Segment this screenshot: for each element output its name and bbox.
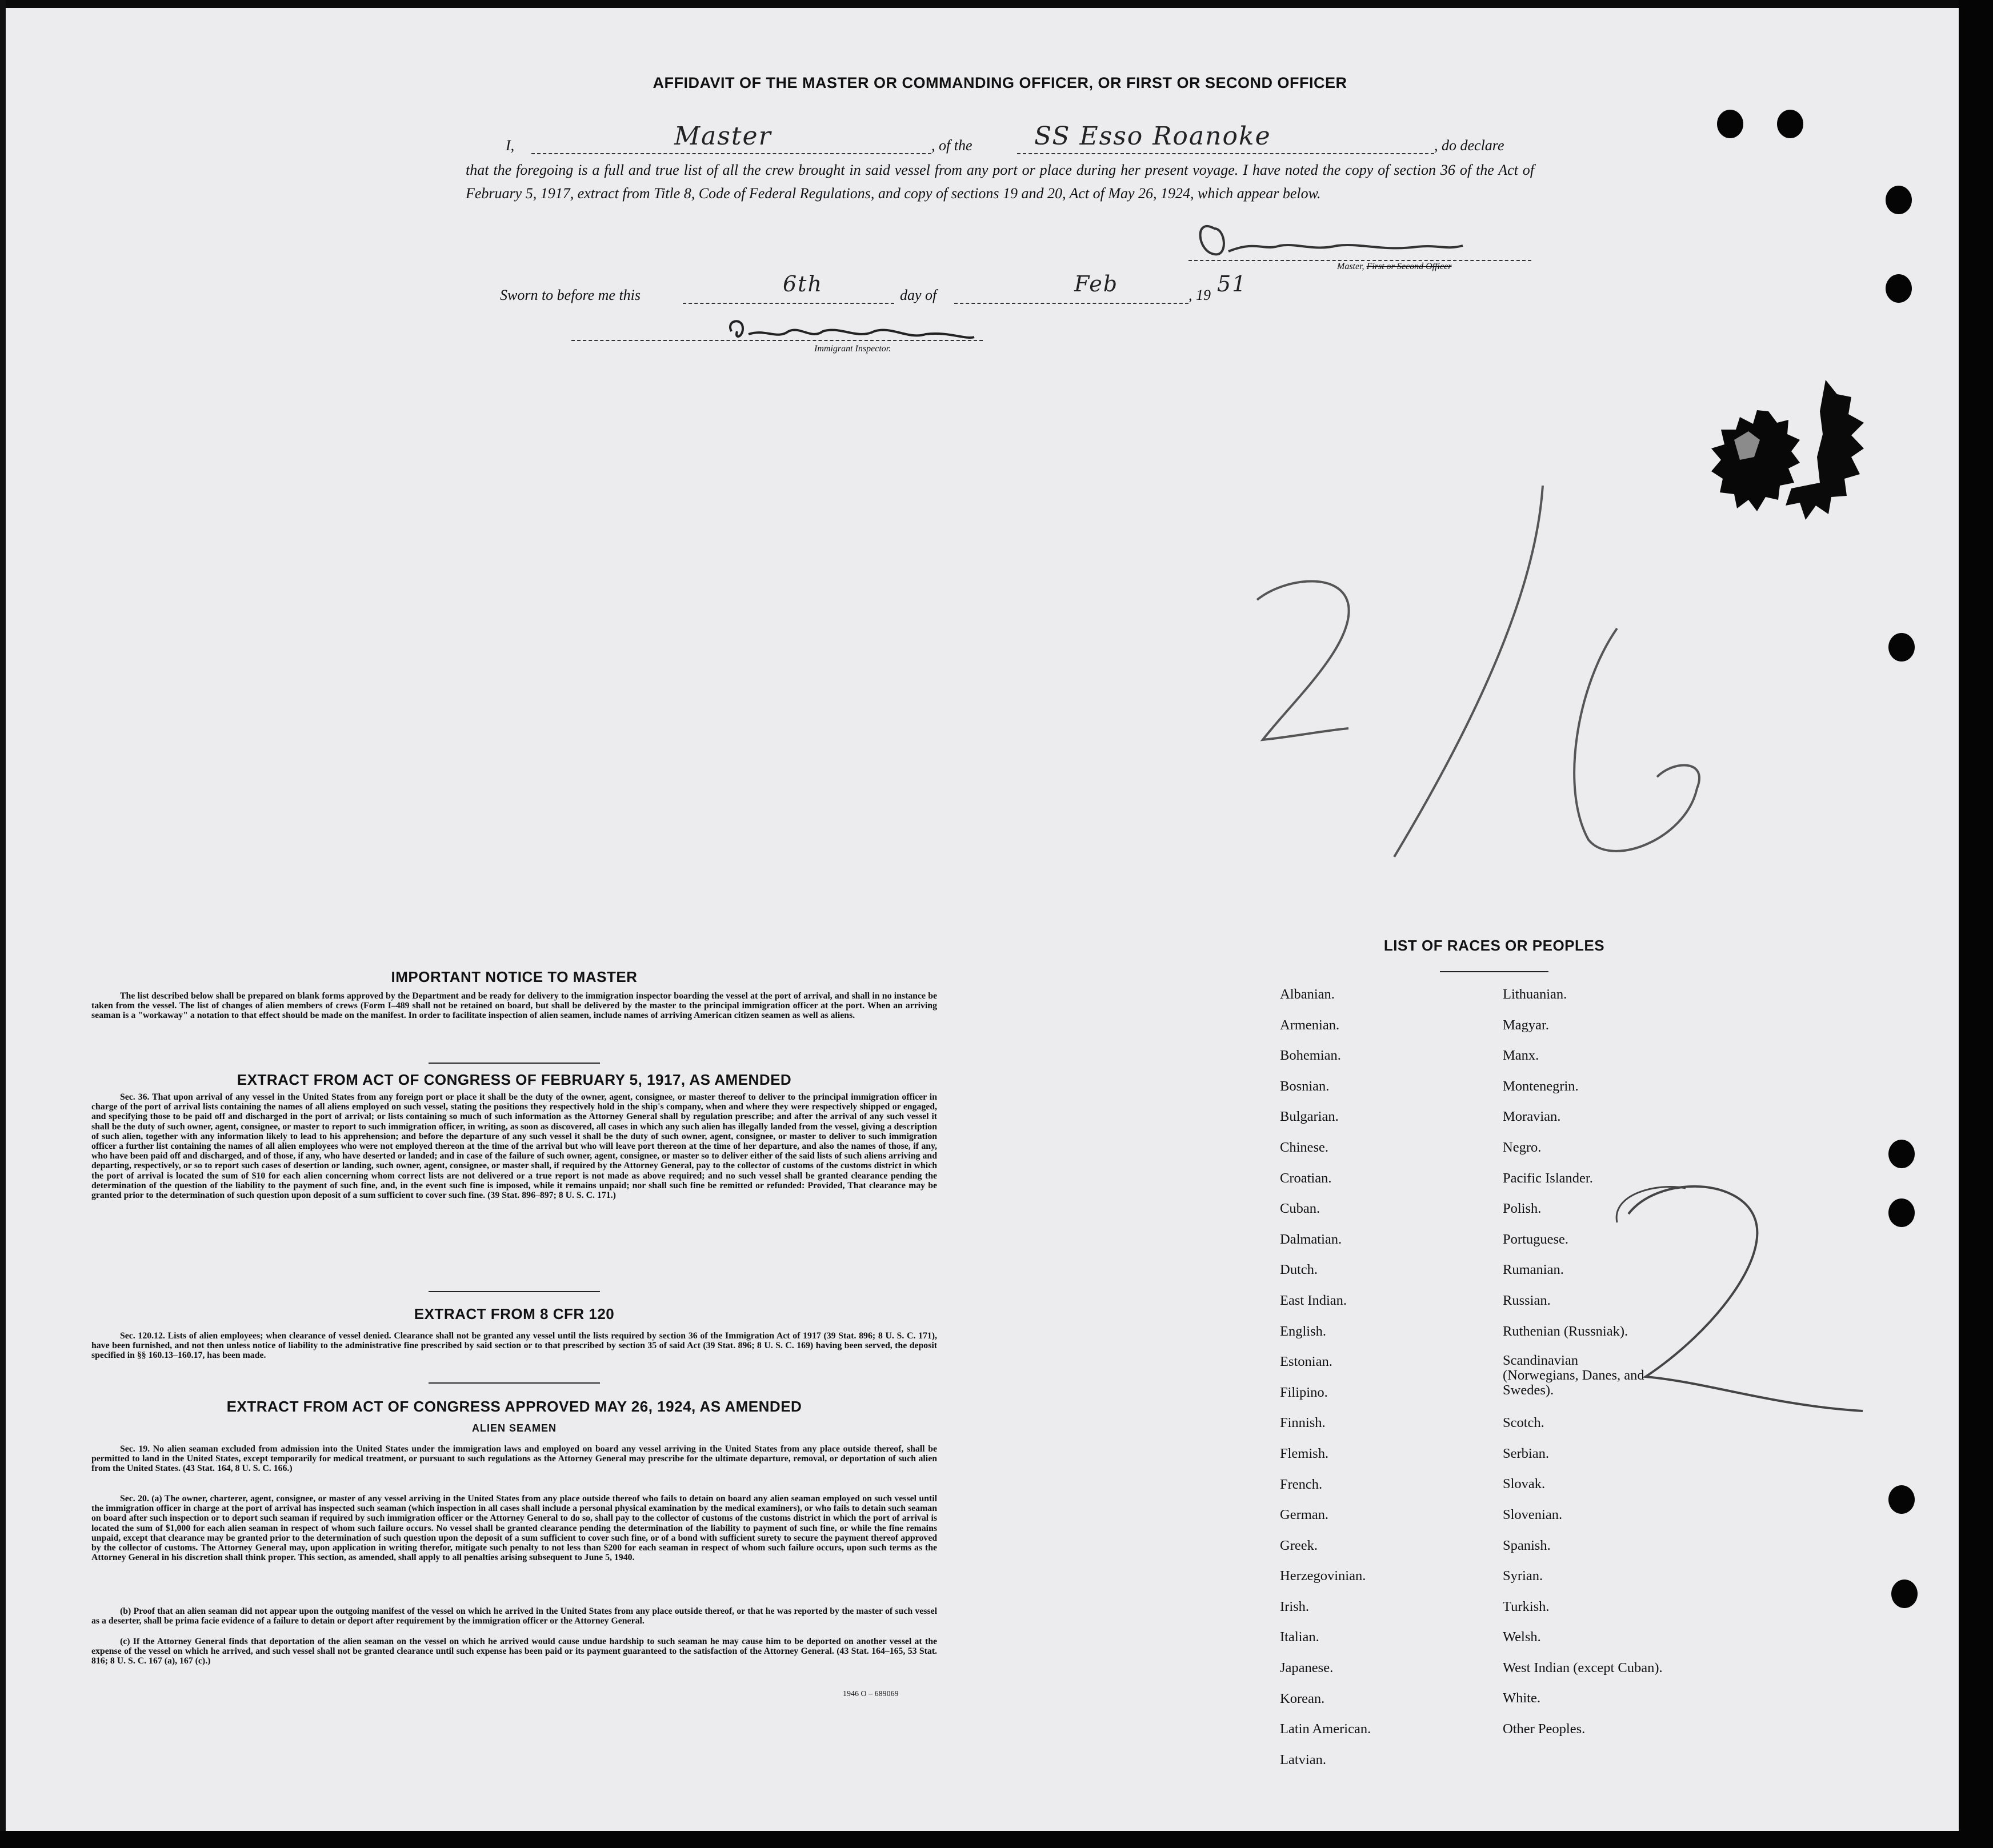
extract-1917-text: Sec. 36. That upon arrival of any vessel in the United States from any foreign port or place it shall be the duty of the owner, agent, consignee, or master thereof to deliver to the principal immigration officer in charge of the port of arrival lists containing the names of all aliens employed on such vessel, stating the positions they respectively hold in the ship's company, when and where they were respectively shipped or engaged, and specifying those to be paid off and discharged in the port of arrival; or lists containing so much of such information as the Attorney General shall by regulation prescribe; and after the arrival of any such vessel it shall be the duty of such owner, agent, consignee, or master to report to such immigration officer, in writing, as soon as discovered, all cases in which any such alien has illegally landed from the vessel, giving a description of such alien, together with any information likely to lead to his apprehension; and before the departure of any such vessel it shall be the duty of such owner, agent, consignee, or master to deliver to such immigration officer a further list containing the names of all alien employees who were not employed thereon at the time of the arrival but who will leave port thereon at the time of her departure, and also the names of those, if any, who have been paid off and discharged, and of those, if any, who have deserted or landed; and in case of the failure of such owner, agent, consignee, or master so to deliver either of the said lists of such aliens arriving and departing, respectively, or so to report such cases of desertion or landing, such owner, agent, consignee, or master shall, if required by the Attorney General, pay to the collector of customs of the customs district in which the port of arrival is located the sum of $10 for each alien concerning whom correct lists are not delivered or a true report is not made as above required; and no such vessel shall be granted clearance pending the determination of the question of the liability to the payment of such fine, and, in the event such fine is imposed, while it remains unpaid; nor shall such fine be remitted or refunded: Provided, That clearance may be granted prior to the determination of such question upon deposit of a sum sufficient to cover such fine. (39 Stat. 896–897; 8 U. S. C. 171.) (91, 1092, 937, 1201)
sworn-day-of: day of (900, 287, 937, 303)
inspector-caption: Immigrant Inspector. (814, 344, 891, 354)
race-item: Magyar. (1503, 1017, 1549, 1033)
race-item: Italian. (1280, 1629, 1319, 1645)
notice-text: The list described below shall be prepared on blank forms approved by the Department and be ready for delivery to the immigration inspector boarding the vessel at the port of arrival, and shall in no instance be taken from the vessel. The list of changes of alien members of crews (Form I–489 shall not be retained on board, but shall be delivered by the master to the principal immigration officer at the port. When an arriving seaman is a "workaway" a notation to that effect should be made on the manifest. In order to facilitate inspection of alien seamen, include names of arriving American citizen seamen as well as aliens. (91, 991, 937, 1021)
extract-1924-sec20a: Sec. 20. (a) The owner, charterer, agent, consignee, or master of any vessel arriving in the United States from any place outside thereof who fails to detain on board any alien seaman employed on such vessel until the immigration officer in charge at the port of arrival has inspected such seaman (which inspection in all cases shall include a personal physical examination by the medical examiners), or who fails to detain such seaman on board after such inspection or to deport such seaman if required by such immigration officer or the Attorney General to do so, shall pay to the collector of customs of the customs district in which the port of arrival is located the sum of $1,000 for each alien seaman in respect of whom such failure occurs. No vessel shall be granted clearance pending the determination of the liability to payment of such fine, or while the fine remains unpaid, except that clearance may be granted prior to the determination of such question upon the deposit of a sum sufficient to cover such fine, or of a bond with sufficient surety to secure the payment thereof approved by the collector of customs. The Attorney General may, upon application in writing therefor, mitigate such penalty to not less than $200 for each seaman in respect of whom such failure occurs, upon such terms as the Attorney General in his discretion shall think proper. This section, as amended, shall apply to all penalties arising subsequent to June 5, 1940. (91, 1494, 937, 1563)
extract-1924-sec20b: (b) Proof that an alien seaman did not appear upon the outgoing manifest of the vessel on which he arrived in the United States from any place outside thereof, or that he was reported by the master of such vessel as a deserter, shall be prima facie evidence of a failure to detain or deport after requirement by the immigration officer or the Attorney General. (91, 1606, 937, 1626)
race-item: Flemish. (1280, 1445, 1329, 1461)
affidavit-declare: , do declare (1434, 137, 1504, 154)
race-item: Welsh. (1503, 1629, 1541, 1645)
race-item: Moravian. (1503, 1109, 1561, 1125)
race-item: Scandinavian (Norwegians, Danes, and Swedes). (1503, 1353, 1644, 1398)
race-item: Bosnian. (1280, 1078, 1330, 1094)
caption-struck: First or Second Officer (1366, 262, 1452, 271)
notice-heading: IMPORTANT NOTICE TO MASTER (391, 968, 638, 985)
race-item: Japanese. (1280, 1660, 1334, 1676)
race-item: Irish. (1280, 1598, 1310, 1614)
affidavit-title: AFFIDAVIT OF THE MASTER OR COMMANDING OFFICER, OR FIRST OR SECOND OFFICER (653, 74, 1347, 91)
officer-handwritten: Master (674, 122, 772, 151)
race-item: Pacific Islander. (1503, 1170, 1593, 1186)
races-list-left (1280, 986, 1371, 1782)
race-item: Polish. (1503, 1201, 1542, 1217)
affidavit-i: I, (506, 137, 515, 154)
sworn-month-handwritten: Feb (1074, 271, 1119, 296)
divider (429, 1063, 600, 1064)
sworn-year-prefix: , 19 (1188, 287, 1211, 303)
race-item: Korean. (1280, 1690, 1325, 1706)
race-item: Latin American. (1280, 1721, 1371, 1737)
extract-1924-sec20c: (c) If the Attorney General finds that deportation of the alien seaman on the vessel on which he arrived would cause undue hardship to such seaman he may cause him to be deported on another vessel at the expense of the vessel on which he arrived, and such vessel shall not be granted clearance until such expense has been paid or its payment guaranteed to the satisfaction of the Attorney General. (43 Stat. 164–165, 53 Stat. 816; 8 U. S. C. 167 (a), 167 (c).) (91, 1637, 937, 1666)
sworn-year-handwritten: 51 (1217, 271, 1247, 296)
race-item: Finnish. (1280, 1415, 1326, 1431)
sworn-day-handwritten: 6th (783, 271, 823, 296)
race-item: Syrian. (1503, 1568, 1543, 1584)
race-item: French. (1280, 1476, 1323, 1492)
race-item: East Indian. (1280, 1292, 1347, 1308)
race-item: Albanian. (1280, 987, 1335, 1002)
race-item: Montenegrin. (1503, 1078, 1579, 1094)
race-item: Serbian. (1503, 1445, 1549, 1461)
race-item: Rumanian. (1503, 1262, 1564, 1278)
divider (429, 1382, 600, 1384)
race-item: Chinese. (1280, 1139, 1329, 1155)
caption-master: Master, (1337, 262, 1367, 271)
race-item: Cuban. (1280, 1201, 1320, 1217)
extract-1924-sec19: Sec. 19. No alien seaman excluded from admission into the United States under the immigration laws and employed on board any vessel arriving in the United States from any place outside thereof, shall be permitted to land in the United States, except temporarily for medical treatment, or pursuant to such regulations as the Attorney General may prescribe for the ultimate departure, removal, or deportation of such alien from the United States. (43 Stat. 164, 8 U. S. C. 166.) (91, 1444, 937, 1474)
extract-cfr-heading: EXTRACT FROM 8 CFR 120 (414, 1305, 615, 1322)
race-item: Spanish. (1503, 1537, 1551, 1553)
race-item: Manx. (1503, 1048, 1539, 1064)
race-item: Slovenian. (1503, 1506, 1563, 1522)
sworn-prefix: Sworn to before me this (500, 287, 641, 303)
vessel-handwritten: SS Esso Roanoke (1034, 122, 1271, 151)
race-item: Lithuanian. (1503, 987, 1567, 1002)
race-item: Latvian. (1280, 1751, 1326, 1767)
race-item: German. (1280, 1507, 1329, 1523)
race-item: White. (1503, 1690, 1540, 1706)
print-code: 1946 O – 689069 (843, 1690, 899, 1698)
race-item: Estonian. (1280, 1354, 1332, 1370)
race-item: Bohemian. (1280, 1048, 1341, 1064)
extract-1924-subheading: ALIEN SEAMEN (471, 1422, 557, 1434)
race-item: Scotch. (1503, 1415, 1544, 1431)
race-item: Bulgarian. (1280, 1109, 1339, 1125)
races-list-right (1503, 986, 1663, 1751)
extract-1917-heading: EXTRACT FROM ACT OF CONGRESS OF FEBRUARY 5, 1917, AS AMENDED (237, 1071, 792, 1088)
race-item: Herzegovinian. (1280, 1568, 1366, 1584)
races-heading: LIST OF RACES OR PEOPLES (1383, 937, 1605, 954)
divider (429, 1291, 600, 1292)
race-item: Ruthenian (Russniak). (1503, 1323, 1628, 1339)
race-item: Armenian. (1280, 1017, 1340, 1033)
race-item: Dalmatian. (1280, 1231, 1342, 1247)
race-item: Negro. (1503, 1139, 1542, 1155)
race-item: English. (1280, 1323, 1326, 1339)
affidavit-of-the: , of the (931, 137, 973, 154)
race-item: Portuguese. (1503, 1231, 1568, 1247)
extract-1924-heading: EXTRACT FROM ACT OF CONGRESS APPROVED MAY 26, 1924, AS AMENDED (226, 1398, 802, 1415)
race-item: Filipino. (1280, 1384, 1328, 1400)
race-item: Slovak. (1503, 1476, 1546, 1492)
race-item: Croatian. (1280, 1170, 1332, 1186)
extract-cfr-text: Sec. 120.12. Lists of alien employees; when clearance of vessel denied. Clearance shall not be granted any vessel until the lists required by section 36 of the Immigration Act of 1917 (39 Stat. 896; 8 U. S. C. 171), have been furnished, and not then unless notice of liability to the administrative fine prescribed by said section or to that prescribed by section 35 of said Act (39 Stat. 896; 8 U. S. C. 169) having been served, the deposit specified in §§ 160.13–160.17, has been made. (91, 1331, 937, 1361)
race-item: Dutch. (1280, 1262, 1318, 1278)
race-item: Turkish. (1503, 1598, 1550, 1614)
race-item: Greek. (1280, 1537, 1318, 1553)
affidavit-body: that the foregoing is a full and true list of all the crew brought in said vessel from any port or place during her present voyage. I have noted the copy of section 36 of the Act of February 5, 1917, extract from Title 8, Code of Federal Regulations, and copy of sections 19 and 20, Act of May 26, 1924, which appear below. (466, 162, 1534, 202)
divider (1440, 971, 1548, 972)
race-item: Other Peoples. (1503, 1721, 1586, 1737)
race-item: Russian. (1503, 1292, 1551, 1308)
race-item: West Indian (except Cuban). (1503, 1659, 1663, 1675)
